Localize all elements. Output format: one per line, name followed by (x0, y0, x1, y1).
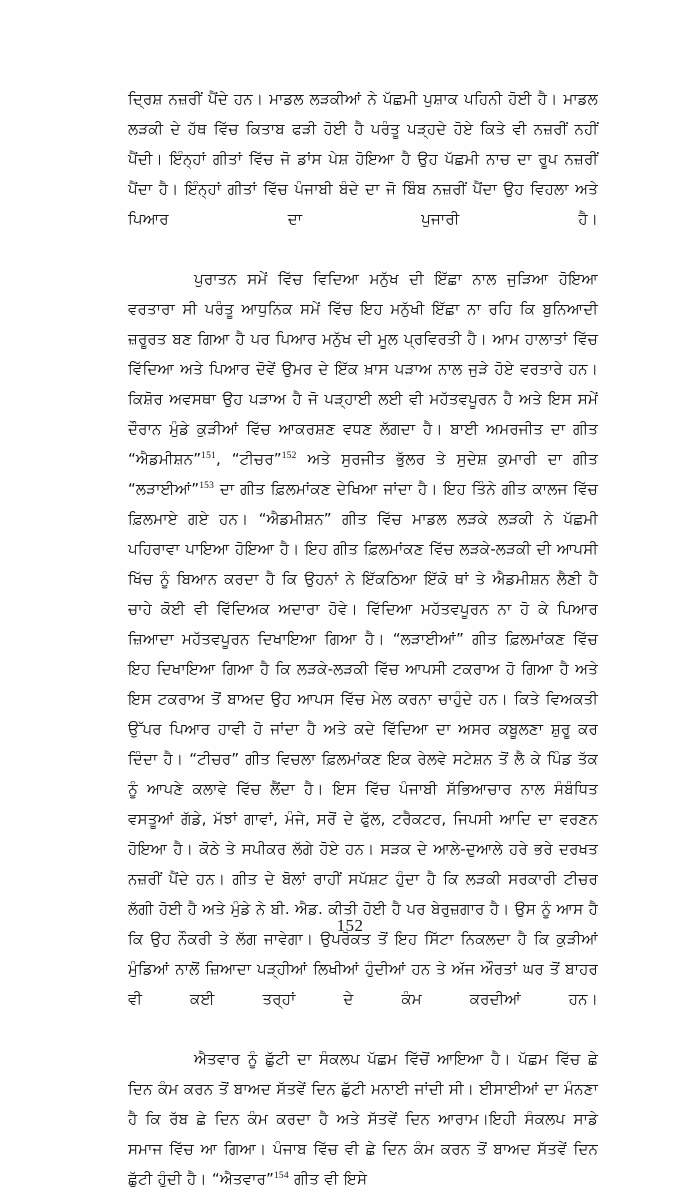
text-run: ਐਤਵਾਰ ਨੂੰ ਛੁੱਟੀ ਦਾ ਸੰਕਲਪ ਪੱਛਮ ਵਿੱਚੋਂ ਆਇਆ ਹੈ। ਪੱਛਮ ਵਿੱਚ ਛੇ ਦਿਨ ਕੰਮ ਕਰਨ ਤੋਂ ਬਾਅਦ ਸੱਤਵੇਂ ਦਿਨ ਛੁੱਟੀ ਮਨਾਈ ਜਾਂਦੀ ਸੀ। ਈਸਾਈਆਂ ਦਾ ਮੰਨਣਾ ਹੈ ਕਿ ਰੱਬ ਛੇ ਦਿਨ ਕੰਮ ਕਰਦਾ ਹੈ ਅਤੇ ਸੱਤਵੇਂ ਦਿਨ ਆਰਾਮ।ਇਹੀ ਸੰਕਲਪ ਸਾਡੇ ਸਮਾਜ ਵਿੱਚ ਆ ਗਿਆ। ਪੰਜਾਬ ਵਿੱਚ ਵੀ ਛੇ ਦਿਨ ਕੰਮ ਕਰਨ ਤੋਂ ਬਾਅਦ ਸੱਤਵੇਂ ਦਿਨ ਛੁੱਟੀ ਹੁੰਦੀ ਹੈ। “ਐਤਵਾਰ” (128, 1050, 598, 1188)
text-run: ਦਾ ਗੀਤ ਫ਼ਿਲਮਾਂਕਣ ਦੇਖਿਆ ਜਾਂਦਾ ਹੈ। ਇਹ ਤਿੰਨੇ ਗੀਤ ਕਾਲਜ ਵਿੱਚ ਫ਼ਿਲਮਾਏ ਗਏ ਹਨ। “ਐਡਮੀਸ਼ਨ” ਗੀਤ ਵਿੱਚ ਮਾਡਲ ਲੜਕੇ ਲੜਕੀ ਨੇ ਪੱਛਮੀ ਪਹਿਰਾਵਾ ਪਾਇਆ ਹੋਇਆ ਹੈ। ਇਹ ਗੀਤ ਫ਼ਿਲਮਾਂਕਣ ਵਿੱਚ ਲੜਕੇ-ਲੜਕੀ ਦੀ ਆਪਸੀ ਖਿੱਚ ਨੂੰ ਬਿਆਨ ਕਰਦਾ ਹੈ ਕਿ ਉਹਨਾਂ ਨੇ ਇੱਕਠਿਆ ਇੱਕੋ ਥਾਂ ਤੇ ਐਡਮੀਸ਼ਨ ਲੈਣੀ ਹੈ ਚਾਹੇ ਕੋਈ ਵੀ ਵਿੱਦਿਅਕ ਅਦਾਰਾ ਹੋਵੇ। ਵਿੱਦਿਆ ਮਹੱਤਵਪੂਰਨ ਨਾ ਹੋ ਕੇ ਪਿਆਰ ਜ਼ਿਆਦਾ ਮਹੱਤਵਪੂਰਨ ਦਿਖਾਇਆ ਗਿਆ ਹੈ। “ਲੜਾਈਆਂ” ਗੀਤ ਫ਼ਿਲਮਾਂਕਣ ਵਿੱਚ ਇਹ ਦਿਖਾਇਆ ਗਿਆ ਹੈ ਕਿ ਲੜਕੇ-ਲੜਕੀ ਵਿੱਚ ਆਪਸੀ ਟਕਰਾਅ ਹੋ ਗਿਆ ਹੈ ਅਤੇ ਇਸ ਟਕਰਾਅ ਤੋਂ ਬਾਅਦ ਉਹ ਆਪਸ ਵਿੱਚ ਮੇਲ ਕਰਨਾ ਚਾਹੁੰਦੇ ਹਨ। ਕਿਤੇ ਵਿਅਕਤੀ ਉੱਪਰ ਪਿਆਰ ਹਾਵੀ ਹੋ ਜਾਂਦਾ ਹੈ ਅਤੇ ਕਦੇ ਵਿੱਦਿਆ ਦਾ ਅਸਰ ਕਬੂਲਣਾ ਸ਼ੁਰੂ ਕਰ ਦਿੰਦਾ ਹੈ। “ਟੀਚਰ” ਗੀਤ ਵਿਚਲਾ ਫ਼ਿਲਮਾਂਕਣ ਇਕ ਰੇਲਵੇ ਸਟੇਸ਼ਨ ਤੋਂ ਲੈ ਕੇ ਪਿੰਡ ਤੱਕ ਨੂੰ ਆਪਣੇ ਕਲਾਵੇ ਵਿੱਚ ਲੈਂਦਾ ਹੈ। ਇਸ ਵਿੱਚ ਪੰਜਾਬੀ ਸੱਭਿਆਚਾਰ ਨਾਲ ਸੰਬੰਧਿਤ ਵਸਤੂਆਂ ਗੱਡੇ, ਮੱਝਾਂ ਗਾਵਾਂ, ਮੰਜੇ, ਸਰੋਂ ਦੇ ਫੁੱਲ, ਟਰੈਕਟਰ, ਜਿਪਸੀ ਆਦਿ ਦਾ ਵਰਣਨ ਹੋਇਆ ਹੈ। ਕੋਠੇ ਤੇ ਸਪੀਕਰ ਲੱਗੇ ਹੋਏ ਹਨ। ਸੜਕ ਦੇ ਆਲੇ-ਦੁਆਲੇ ਹਰੇ ਭਰੇ ਦਰਖਤ ਨਜ਼ਰੀਂ ਪੈਂਦੇ ਹਨ। ਗੀਤ ਦੇ ਬੋਲਾਂ ਰਾਹੀਂ ਸਪੱਸ਼ਟ ਹੁੰਦਾ ਹੈ ਕਿ ਲੜਕੀ ਸਰਕਾਰੀ ਟੀਚਰ ਲੱਗੀ ਹੋਈ ਹੈ ਅਤੇ ਮੁੰਡੇ ਨੇ ਬੀ. ਐਡ. ਕੀਤੀ ਹੋਈ ਹੈ ਪਰ ਬੇਰੁਜ਼ਗਾਰ ਹੈ। ਉਸ ਨੂੰ ਆਸ ਹੈ ਕਿ ਉਹ ਨੌਕਰੀ ਤੇ ਲੱਗ ਜਾਵੇਗਾ। ਉਪਰੋਕਤ ਤੋਂ ਇਹ ਸਿੱਟਾ ਨਿਕਲਦਾ ਹੈ ਕਿ ਕੁੜੀਆਂ ਮੁੰਡਿਆਂ ਨਾਲੋਂ ਜ਼ਿਆਦਾ ਪੜ੍ਹੀਆਂ ਲਿਖੀਆਂ ਹੁੰਦੀਆਂ ਹਨ ਤੇ ਅੱਜ ਔਰਤਾਂ ਘਰ ਤੋਂ ਬਾਹਰ ਵੀ ਕਈ ਤਰ੍ਹਾਂ ਦੇ ਕੰਮ ਕਰਦੀਆਂ ਹਨ। (128, 480, 598, 1008)
text-run: ਪੁਰਾਤਨ ਸਮੇਂ ਵਿੱਚ ਵਿਦਿਆ ਮਨੁੱਖ ਦੀ ਇੱਛਾ ਨਾਲ ਜੁੜਿਆ ਹੋਇਆ ਵਰਤਾਰਾ ਸੀ ਪਰੰਤੂ ਆਧੁਨਿਕ ਸਮੇਂ ਵਿੱਚ ਇਹ ਮਨੁੱਖੀ ਇੱਛਾ ਨਾ ਰਹਿ ਕਿ ਬੁਨਿਆਦੀ ਜ਼ਰੂਰਤ ਬਣ ਗਿਆ ਹੈ ਪਰ ਪਿਆਰ ਮਨੁੱਖ ਦੀ ਮੂਲ ਪ੍ਰਵਿਰਤੀ ਹੈ। ਆਮ ਹਾਲਾਤਾਂ ਵਿੱਚ ਵਿੱਦਿਆ ਅਤੇ ਪਿਆਰ ਦੋਵੇਂ ਉਮਰ ਦੇ ਇੱਕ ਖ਼ਾਸ ਪੜਾਅ ਨਾਲ ਜੁੜੇ ਹੋਏ ਵਰਤਾਰੇ ਹਨ। ਕਿਸ਼ੋਰ ਅਵਸਥਾ ਉਹ ਪੜਾਅ ਹੈ ਜੋ ਪੜ੍ਹਾਈ ਲਈ ਵੀ ਮਹੱਤਵਪੂਰਨ ਹੈ ਅਤੇ ਇਸ ਸਮੇਂ ਦੌਰਾਨ ਮੁੰਡੇ ਕੁੜੀਆਂ ਵਿੱਚ ਆਕਰਸ਼ਣ ਵਧਣ ਲੱਗਦਾ ਹੈ। ਬਾਈ ਅਮਰਜੀਤ ਦਾ ਗੀਤ “ਐਡਮੀਸ਼ਨ” (128, 270, 598, 468)
text-run: , “ਟੀਚਰ” (216, 450, 282, 468)
footnote-marker-152: 152 (281, 450, 297, 461)
text-run: ਦ੍ਰਿਸ਼ ਨਜ਼ਰੀਂ ਪੈਂਦੇ ਹਨ। ਮਾਡਲ ਲੜਕੀਆਂ ਨੇ ਪੱਛਮੀ ਪੁਸ਼ਾਕ ਪਹਿਨੀ ਹੋਈ ਹੈ। ਮਾਡਲ ਲੜਕੀ ਦੇ ਹੱਥ ਵਿੱਚ ਕਿਤਾਬ ਫੜੀ ਹੋਈ ਹੈ ਪਰੰਤੂ ਪੜ੍ਹਦੇ ਹੋਏ ਕਿਤੇ ਵੀ ਨਜ਼ਰੀਂ ਨਹੀਂ ਪੈਂਦੀ। ਇੰਨ੍ਹਾਂ ਗੀਤਾਂ ਵਿੱਚ ਜੋ ਡਾਂਸ ਪੇਸ਼ ਹੋਇਆ ਹੈ ਉਹ ਪੱਛਮੀ ਨਾਚ ਦਾ ਰੂਪ ਨਜ਼ਰੀਂ ਪੈਂਦਾ ਹੈ। ਇੰਨ੍ਹਾਂ ਗੀਤਾਂ ਵਿੱਚ ਪੰਜਾਬੀ ਬੰਦੇ ਦਾ ਜੋ ਬਿੰਬ ਨਜ਼ਰੀਂ ਪੈਂਦਾ ਉਹ ਵਿਹਲਾ ਅਤੇ ਪਿਆਰ ਦਾ ਪੁਜਾਰੀ ਹੈ। (128, 90, 598, 228)
page-text-body (128, 84, 598, 1194)
text-run: ਅਤੇ ਸੁਰਜੀਤ ਭੁੱਲਰ ਤੇ ਸੁਦੇਸ਼ ਕੁਮਾਰੀ ਦਾ ਗੀਤ “ਲੜਾਈਆਂ” (128, 450, 598, 498)
footnote-marker-151: 151 (201, 450, 217, 461)
footnote-marker-154: 154 (273, 1170, 289, 1181)
footnote-marker-153: 153 (199, 480, 215, 491)
page-number: 152 (336, 916, 364, 935)
paragraph-3 (128, 1044, 598, 1194)
text-run: ਗੀਤ ਵੀ ਇਸੇ (288, 1170, 368, 1188)
paragraph-1 (128, 84, 598, 264)
